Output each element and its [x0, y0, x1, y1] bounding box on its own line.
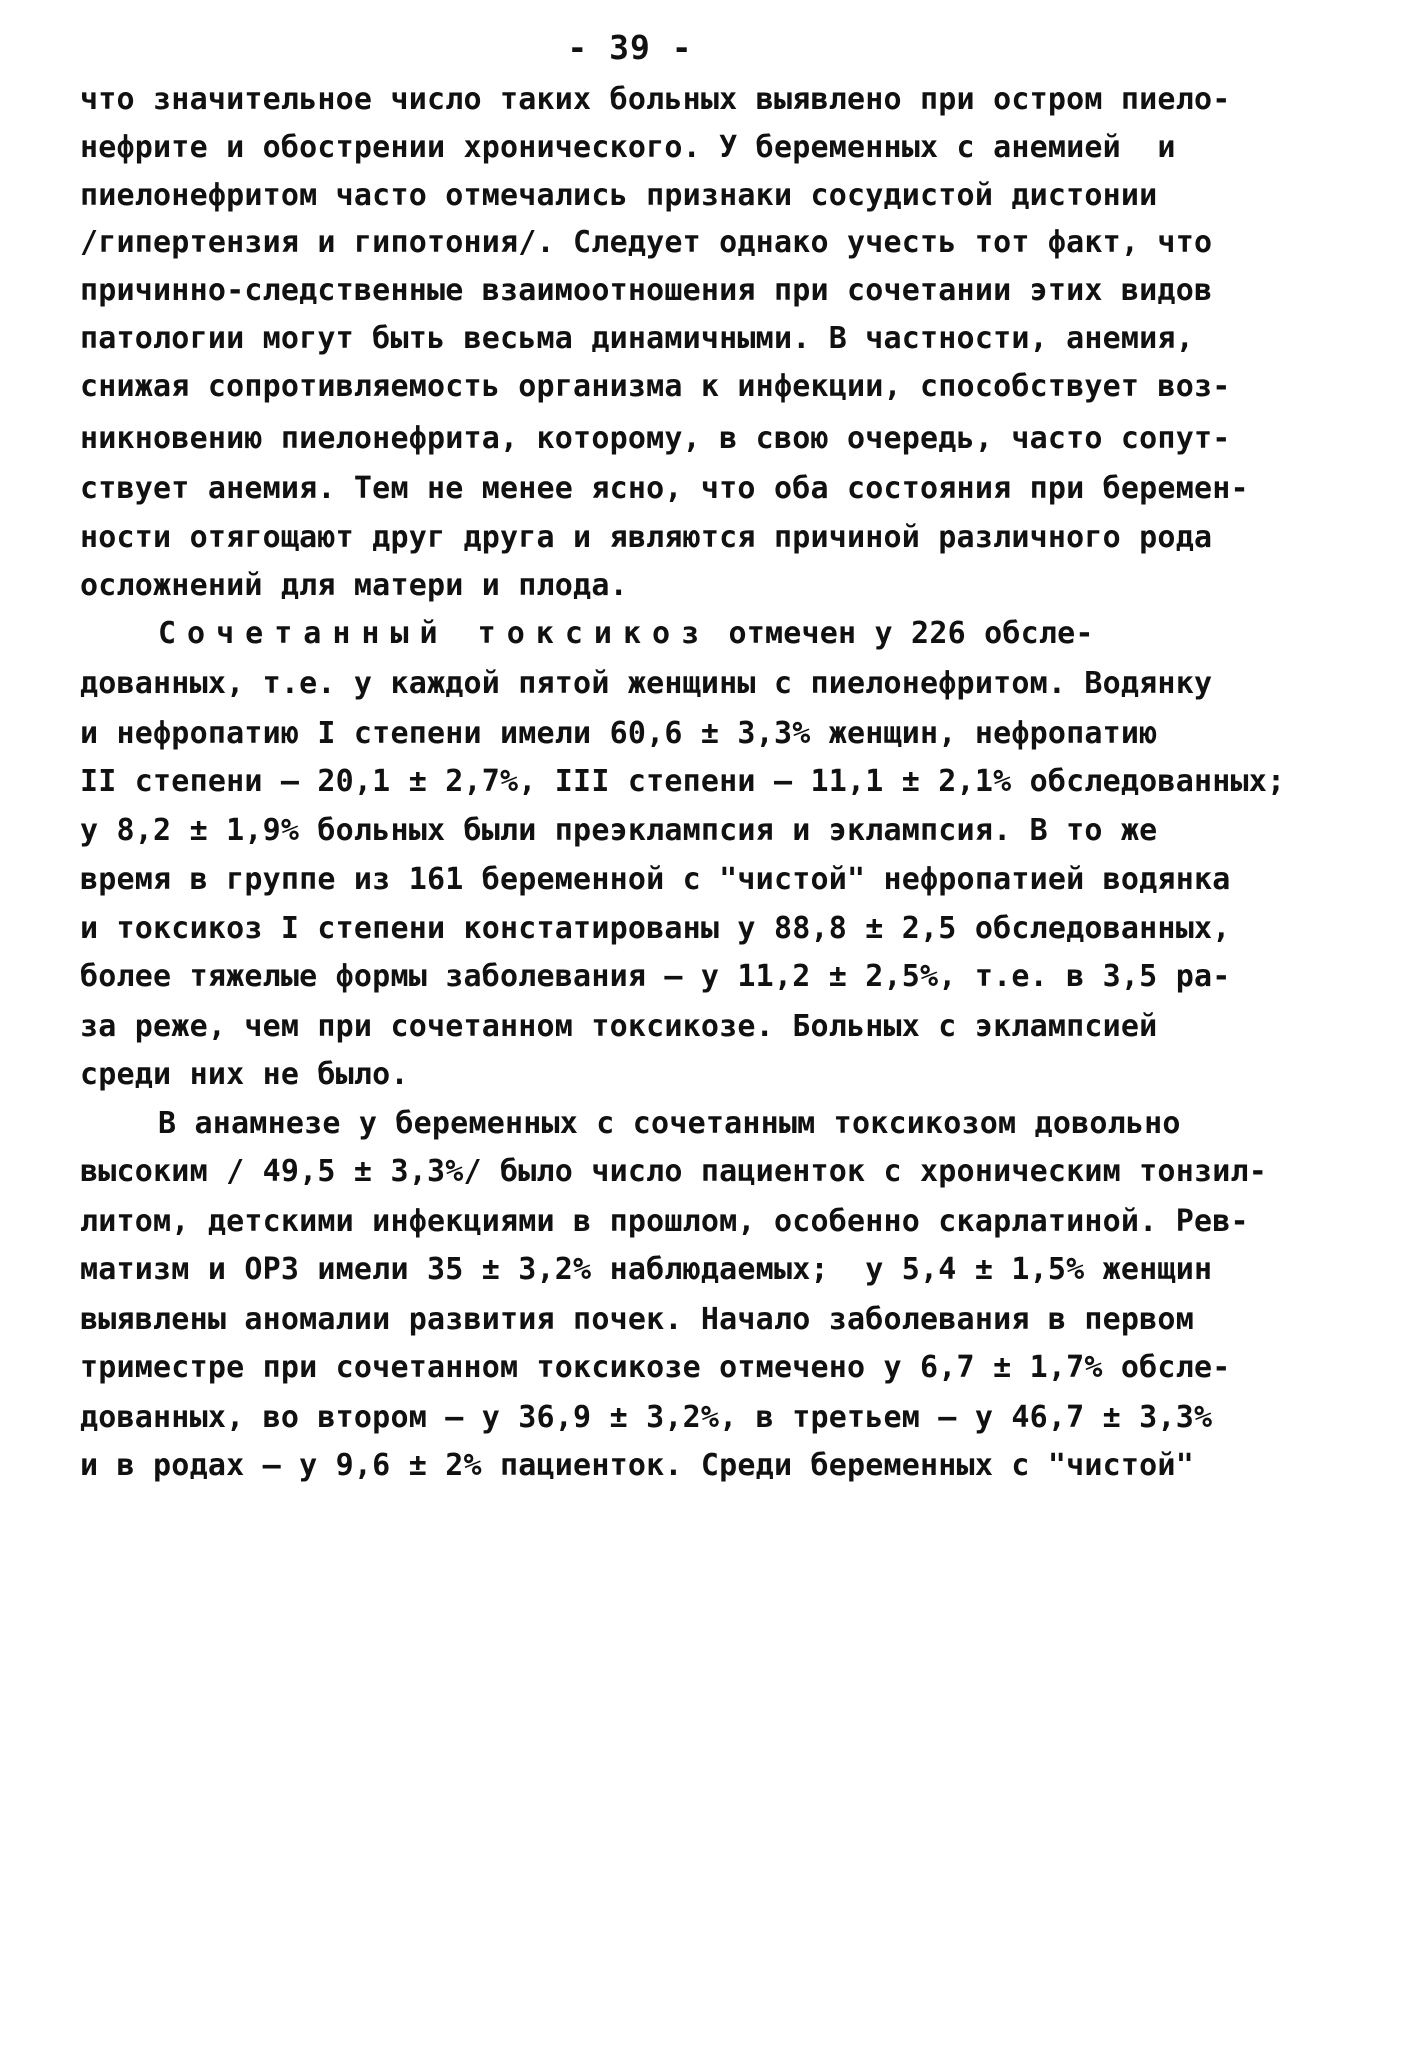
text-line: высоким / 49,5 ± 3,3%/ было число пациенток с хроническим тонзил- — [80, 1154, 1267, 1189]
text-line: выявлены аномалии развития почек. Начало заболевания в первом — [80, 1302, 1194, 1337]
text-line: нефрите и обострении хронического. У беременных с анемией и — [80, 130, 1176, 165]
text-line: ствует анемия. Тем не менее ясно, что оба состояния при беремен- — [80, 471, 1249, 506]
first-line-rest: отмечен у 226 обсле- — [728, 616, 1094, 651]
text-line: причинно-следственные взаимоотношения при сочетании этих видов — [80, 273, 1213, 308]
text-line: пиелонефритом часто отмечались признаки сосудистой дистонии — [80, 178, 1158, 213]
text-line: осложнений для матери и плода. — [80, 568, 628, 603]
text-line: дованных, во втором – у 36,9 ± 3,2%, в третьем – у 46,7 ± 3,3% — [80, 1400, 1213, 1435]
text-line: II степени – 20,1 ± 2,7%, III степени – 11,1 ± 2,1% обследованных; — [80, 764, 1286, 799]
text-line: /гипертензия и гипотония/. Следует однако учесть тот факт, что — [80, 225, 1213, 260]
paragraph-first-line — [158, 614, 1094, 654]
text-line: В анамнезе у беременных с сочетанным токсикозом довольно — [158, 1106, 1181, 1141]
text-line: никновению пиелонефрита, которому, в свою очередь, часто сопут- — [80, 421, 1231, 456]
spaced-term: Сочетанный токсикоз — [158, 616, 711, 651]
text-line: литом, детскими инфекциями в прошлом, особенно скарлатиной. Рев- — [80, 1204, 1249, 1239]
text-line: за реже, чем при сочетанном токсикозе. Больных с эклампсией — [80, 1009, 1158, 1044]
text-line: ности отягощают друг друга и являются причиной различного рода — [80, 520, 1213, 555]
text-line: матизм и ОРЗ имели 35 ± 3,2% наблюдаемых; у 5,4 ± 1,5% женщин — [80, 1252, 1213, 1287]
text-line: снижая сопротивляемость организма к инфекции, способствует воз- — [80, 369, 1231, 404]
text-line: и в родах – у 9,6 ± 2% пациенток. Среди беременных с "чистой" — [80, 1448, 1194, 1483]
text-line: и токсикоз I степени констатированы у 88,8 ± 2,5 обследованных, — [80, 911, 1231, 946]
text-line: патологии могут быть весьма динамичными. В частности, анемия, — [80, 321, 1194, 356]
text-line: дованных, т.е. у каждой пятой женщины с пиелонефритом. Водянку — [80, 666, 1213, 701]
text-line: более тяжелые формы заболевания – у 11,2 ± 2,5%, т.е. в 3,5 ра- — [80, 959, 1231, 994]
text-line: триместре при сочетанном токсикозе отмечено у 6,7 ± 1,7% обсле- — [80, 1350, 1231, 1385]
text-line: и нефропатию I степени имели 60,6 ± 3,3% женщин, нефропатию — [80, 716, 1158, 751]
text-line: что значительное число таких больных выявлено при остром пиело- — [80, 82, 1231, 117]
page-number: - 39 - — [567, 28, 693, 67]
text-line: у 8,2 ± 1,9% больных были преэклампсия и эклампсия. В то же — [80, 813, 1158, 848]
text-line: время в группе из 161 беременной с "чистой" нефропатией водянка — [80, 862, 1231, 897]
text-line: среди них не было. — [80, 1057, 409, 1092]
